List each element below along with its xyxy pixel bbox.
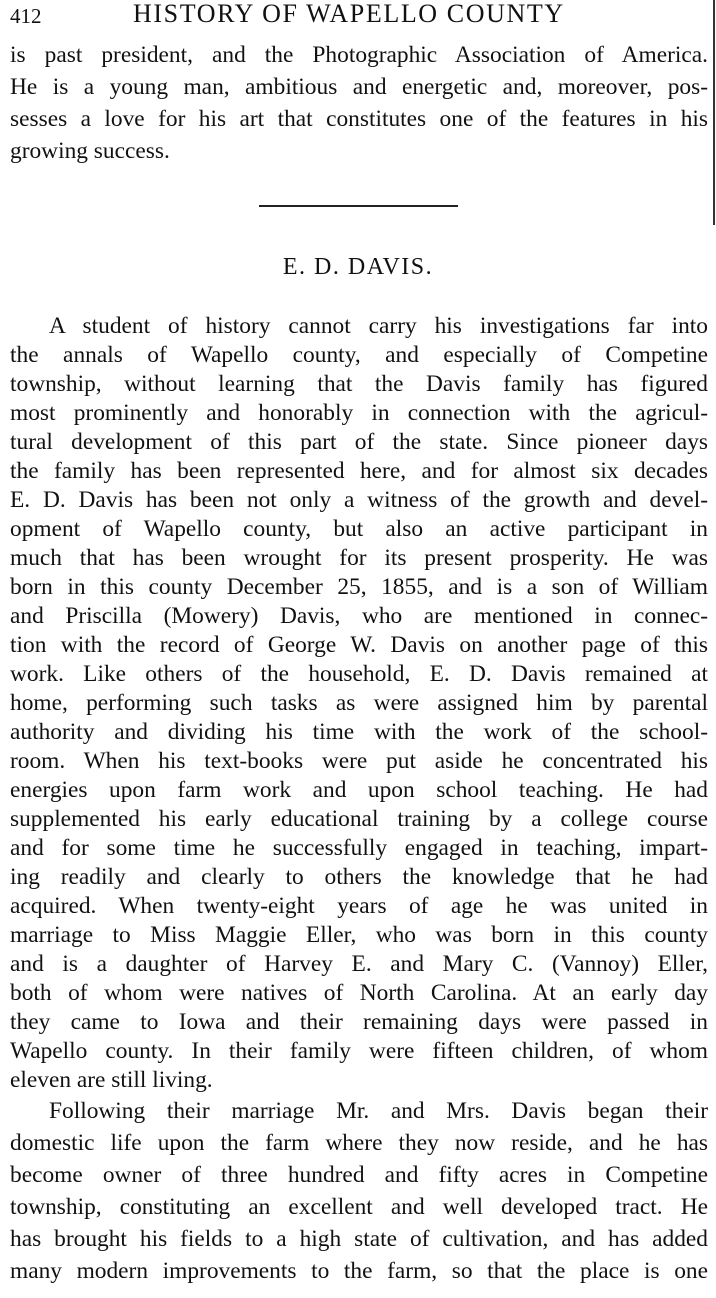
text-line: authority and dividing his time with the work of the school- [10, 719, 708, 745]
text-line: Following their marriage Mr. and Mrs. Davis began their [49, 1098, 708, 1124]
text-line: eleven are still living. [10, 1067, 213, 1093]
section-divider [259, 205, 458, 207]
text-line: township, without learning that the Davis family has figured [10, 371, 708, 397]
text-line: sesses a love for his art that constitutes one of the features in his [10, 106, 708, 132]
text-line: they came to Iowa and their remaining days were passed in [10, 1009, 708, 1035]
text-line: born in this county December 25, 1855, and is a son of William [10, 574, 708, 600]
text-line: opment of Wapello county, but also an active participant in [10, 516, 708, 542]
text-line: work. Like others of the household, E. D. Davis remained at [10, 661, 708, 687]
text-line: and Priscilla (Mowery) Davis, who are mentioned in connec- [10, 603, 708, 629]
text-line: many modern improvements to the farm, so that the place is one [10, 1258, 708, 1284]
text-line: has brought his fields to a high state of cultivation, and has added [10, 1226, 708, 1252]
text-line: energies upon farm work and upon school teaching. He had [10, 777, 708, 803]
text-line: the family has been represented here, and for almost six decades [10, 458, 708, 484]
text-line: become owner of three hundred and fifty acres in Competine [10, 1162, 708, 1188]
page-number: 412 [10, 4, 42, 28]
text-line: both of whom were natives of North Carolina. At an early day [10, 980, 708, 1006]
text-line: and is a daughter of Harvey E. and Mary C. (Vannoy) Eller, [10, 951, 708, 977]
text-line: marriage to Miss Maggie Eller, who was born in this county [10, 922, 708, 948]
running-title: HISTORY OF WAPELLO COUNTY [133, 0, 565, 28]
text-line: supplemented his early educational training by a college course [10, 806, 708, 832]
text-line: He is a young man, ambitious and energetic and, moreover, pos- [10, 74, 708, 100]
text-line: home, performing such tasks as were assigned him by parental [10, 690, 708, 716]
text-line: much that has been wrought for its present prosperity. He was [10, 545, 708, 571]
text-line: domestic life upon the farm where they now reside, and he has [10, 1130, 708, 1156]
text-line: Wapello county. In their family were fifteen children, of whom [10, 1038, 708, 1064]
text-line: growing success. [10, 138, 170, 164]
text-line: tural development of this part of the state. Since pioneer days [10, 429, 708, 455]
text-line: ing readily and clearly to others the knowledge that he had [10, 864, 708, 890]
text-line: is past president, and the Photographic Association of America. [10, 42, 708, 68]
text-line: tion with the record of George W. Davis on another page of this [10, 632, 708, 658]
running-header [0, 0, 716, 32]
text-line: the annals of Wapello county, and especially of Competine [10, 342, 708, 368]
text-line: A student of history cannot carry his investigations far into [49, 313, 708, 339]
page-edge-rule [713, 0, 715, 225]
text-line: most prominently and honorably in connection with the agricul- [10, 400, 708, 426]
section-heading: E. D. DAVIS. [282, 254, 434, 280]
text-line: and for some time he successfully engaged in teaching, impart- [10, 835, 708, 861]
text-line: acquired. When twenty-eight years of age he was united in [10, 893, 708, 919]
text-line: room. When his text-books were put aside he concentrated his [10, 748, 708, 774]
text-line: township, constituting an excellent and well developed tract. He [10, 1194, 708, 1220]
text-line: E. D. Davis has been not only a witness of the growth and devel- [10, 487, 708, 513]
